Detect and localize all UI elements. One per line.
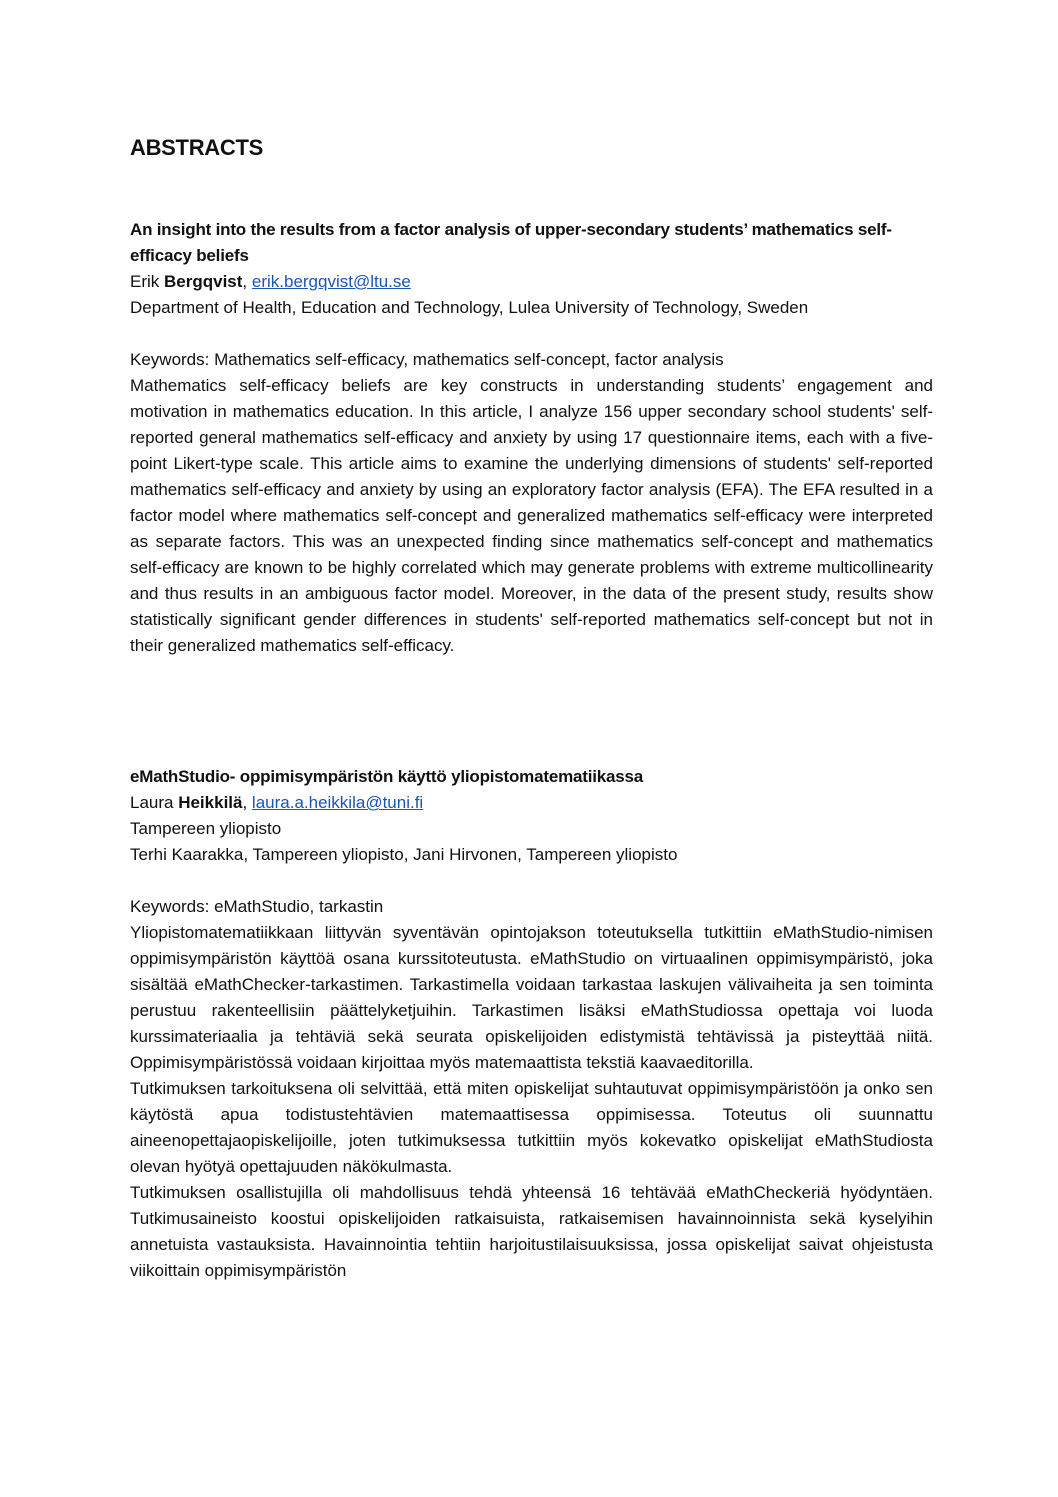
abstract-title: An insight into the results from a factor analysis of upper-secondary students’ mathematics self-efficacy beliefs — [130, 220, 892, 265]
affiliation-line: Tampereen yliopisto — [130, 819, 282, 838]
author-line — [130, 790, 933, 816]
affiliation-line: Terhi Kaarakka, Tampereen yliopisto, Jani Hirvonen, Tampereen yliopisto — [130, 845, 678, 864]
page-heading: ABSTRACTS — [130, 135, 263, 160]
author-separator: , — [242, 793, 252, 812]
abstract-paragraph: Tutkimuksen osallistujilla oli mahdollisuus tehdä yhteensä 16 tehtävää eMathCheckeriä hyödyntäen. Tutkimusaineisto koostui opiskelijoiden ratkaisuista, ratkaisemisen havainnoinnista sekä kyselyihin annetuista vastauksista. Havainnointia tehtiin harjoitustilaisuuksissa, jossa opiskelijat saivat ohjeistusta viikoittain oppimisympäristön — [130, 1183, 933, 1280]
author-first-name: Laura — [130, 793, 179, 812]
author-last-name: Heikkilä — [178, 793, 243, 812]
keywords-line: Keywords: eMathStudio, tarkastin — [130, 897, 384, 916]
keywords-line: Keywords: Mathematics self-efficacy, mathematics self-concept, factor analysis — [130, 350, 724, 369]
author-first-name: Erik — [130, 272, 164, 291]
abstract-section — [130, 217, 933, 659]
author-email-link[interactable]: erik.bergqvist@ltu.se — [251, 272, 411, 291]
abstract-paragraph: Yliopistomatematiikkaan liittyvän syventävän opintojakson toteutuksella tutkittiin eMathStudio-nimisen oppimisympäristön käyttöä osana kurssitoteutusta. eMathStudio on virtuaalinen oppimisympäristö, joka sisältää eMathChecker-tarkastimen. Tarkastimella voidaan tarkastaa laskujen välivaiheita ja sen toiminta perustuu rakenteellisiin päättelyketjuihin. Tarkastimen lisäksi eMathStudiossa opettaja voi luoda kurssimateriaalia ja tehtäviä sekä seurata opiskelijoiden edistymistä tehtävissä ja pisteyttää niitä. Oppimisympäristössä voidaan kirjoittaa myös matemaattista tekstiä kaavaeditorilla. — [130, 923, 933, 1072]
abstract-title: eMathStudio- oppimisympäristön käyttö yliopistomatematiikassa — [130, 767, 644, 786]
abstract-paragraph: Tutkimuksen tarkoituksena oli selvittää, että miten opiskelijat suhtautuvat oppimisympäristöön ja onko sen käytöstä apua todistustehtävien matemaattisessa oppimisessa. Toteutus oli suunnattu aineenopettajaopiskelijoille, joten tutkimuksessa tutkittiin myös kokevatko opiskelijat eMathStudiosta olevan hyötyä opettajuuden näkökulmasta. — [130, 1079, 933, 1176]
abstract-paragraph: Mathematics self-efficacy beliefs are key constructs in understanding students’ engagement and motivation in mathematics education. In this article, I analyze 156 upper secondary school students' self-reported general mathematics self-efficacy and anxiety by using 17 questionnaire items, each with a five-point Likert-type scale. This article aims to examine the underlying dimensions of students' self-reported mathematics self-efficacy and anxiety by using an exploratory factor analysis (EFA). The EFA resulted in a factor model where mathematics self-concept and generalized mathematics self-efficacy were interpreted as separate factors. This was an unexpected finding since mathematics self-concept and mathematics self-efficacy are known to be highly correlated which may generate problems with extreme multicollinearity and thus results in an ambiguous factor model. Moreover, in the data of the present study, results show statistically significant gender differences in students' self-reported mathematics self-concept but not in their generalized mathematics self-efficacy. — [130, 376, 933, 655]
author-last-name: Bergqvist — [164, 272, 243, 291]
abstract-section — [130, 764, 933, 1284]
affiliation-line: Department of Health, Education and Technology, Lulea University of Technology, Sweden — [130, 298, 809, 317]
author-separator: , — [242, 272, 252, 291]
author-line — [130, 269, 933, 295]
author-email-link[interactable]: laura.a.heikkila@tuni.fi — [251, 793, 424, 812]
